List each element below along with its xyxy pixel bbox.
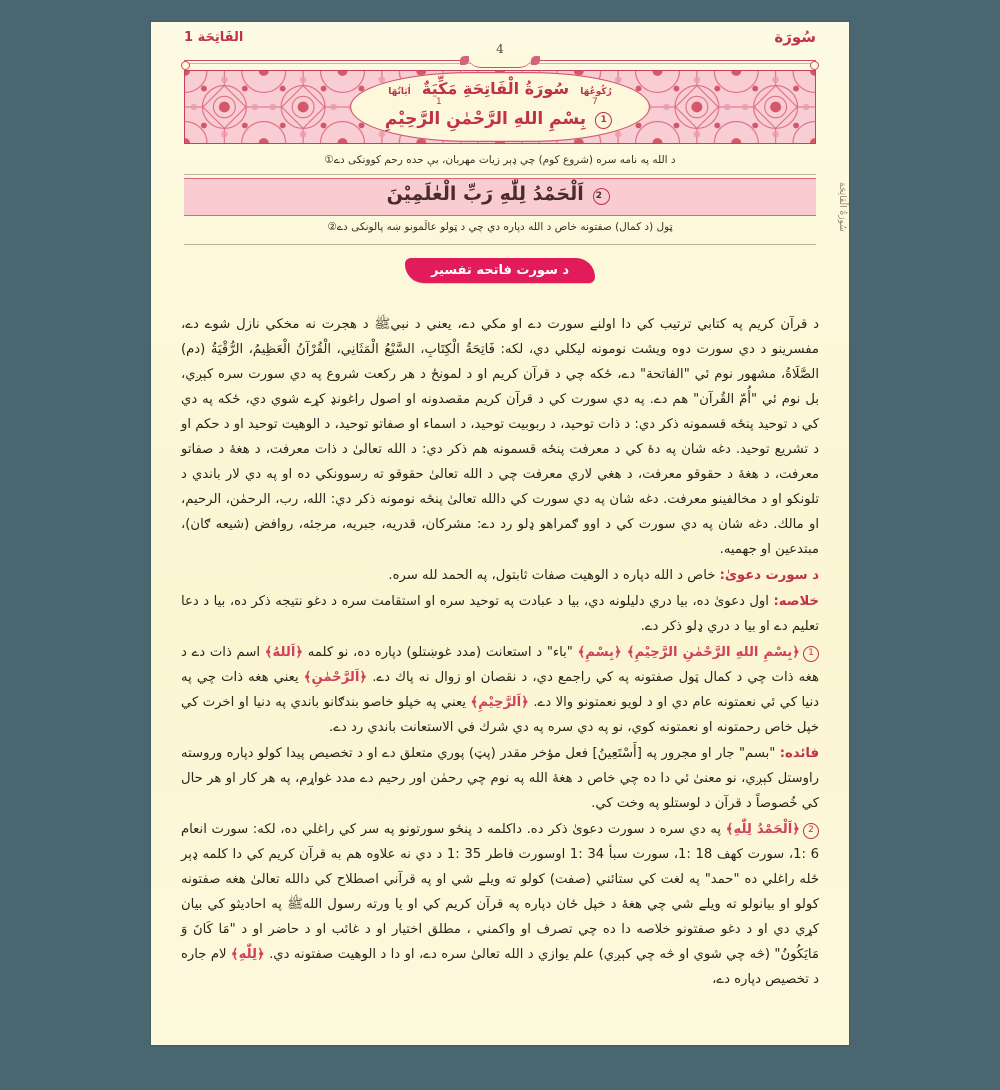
running-head [184,30,816,66]
note1-text-3: يعني هغه ذات چي په دنيا كي ئي نعمتونه عام دي او د لويو نعمتونو والا دے. [181,670,819,710]
summary-text: اول دعوىٰ ده، بيا دري دليلونه دي، بيا د عبادت په توحيد سره او استقامت سره د دغو نتيجه ذكر ده، بيا د دعا تعليم دے او بيا د دري ډلو ذكر دے. [181,594,819,634]
ayah-label: اٰیَاتُهَا [388,87,411,97]
sura-claim-paragraph [181,563,819,588]
note-marker-2: 2 [803,823,819,839]
ruku-count: 1 [436,97,442,107]
bismillah-text: بِسْمِ اللهِ الرَّحْمٰنِ الرَّحِيْمِ [384,109,587,129]
claim-label: د سورت دعوىٰ: [719,568,819,583]
note1-quran-4: ﴿اَلرَّحِيْمِ﴾ [470,695,529,710]
rosette-icon [460,56,469,65]
summary-label: خلاصه: [773,594,819,609]
note1-text: "باء" د استعانت (مدد غوښتلو) دپاره ده، نو كلمه [303,645,578,660]
page-number: 4 [496,42,504,56]
benefit-paragraph [181,741,819,816]
bismillah-line [385,109,615,129]
sura-header-band [184,70,816,144]
ruku-label: رُكُوعُهَا [580,87,612,97]
benefit-label: فائده: [779,746,819,761]
divider [184,174,816,175]
verse-arabic-text: اَلْحَمْدُ لِلّٰهِ رَبِّ الْعٰلَمِيْنَ [386,183,584,205]
margin-sura-label: سُورَةُ الْفَاتِحَة [837,182,847,232]
divider [184,244,816,245]
rosette-icon [531,56,540,65]
tafsir-body [181,312,819,993]
ayah-count: 7 [592,97,598,107]
header-rule-end-left [181,61,190,70]
note-2-paragraph [181,817,819,992]
tafsir-title-badge: د سورت فاتحه تفسير [405,258,595,283]
note1-quran-2: ﴿اَللهُ﴾ [264,645,304,660]
ayah-marker: 2 [593,188,610,205]
note1-text-2: اسم ذات دے د هغه ذات چي د كمال ټول صفتونه په كي راجمع دي، د نقصان او زوال نه پاك دے. [181,645,820,685]
bismillah-translation: د الله په نامه سره (شروع كوم) چي ډېر زيات مهربان، بې حده رحم كوونكى دے① [324,154,676,166]
note-1-paragraph [181,640,819,740]
tafsir-paragraph: د قرآن كريم په كتابي ترتيب كي دا اولنے سورت دے او مكي دے، يعني د نبيﷺ د هجرت نه مخكي نازل شوے دے، مفسرينو د دي سورت دوه ويشت نومونه ليكلي دي، لكه: فَاتِحَةُ الْكِتَابِ، السَّبْعُ الْمَثَانِي، الْقُرْآنُ الْعَظِيمُ، الرُّقْيَةُ (دم) الصَّلَاةُ، مشهور نوم ئي "الفاتحة" دے، ځكه چي د قرآن كريم او د لمونځ د هر ركعت شروع په دي سورت سره كېږي، بل نوم ئي "أُمّ القُرآن" هم دے. په دي سورت كي د قرآن كريم مقصدونه او اصول راغونډ كړے شوي دي، ځكه په دي كي د توحيد پنځه قسمونه ذكر دي: د ذات توحيد، د ربوبيت توحيد، د اسماء او صفاتو توحيد، د الوهيت توحيد او د حكم او د تشريع توحيد. دغه شان په دۀ كي د معرفت پنځه قسمونه هم ذكر دي: د الله تعالىٰ د ذات معرفت، د هغۀ د صفاتو معرفت، د هغۀ د حقوقو معرفت، د هغي لاري معرفت چي د الله تعالىٰ حقوقو ته رسوونكي ده او په دي لار باندي د تلونكو او د مخالفينو معرفت. دغه شان په دي سورت كي دالله تعالىٰ پنځه نومونه ذكر دي: الله، رب، الرحمٰن، الرحيم، او مالك. دغه شان په دي سورت كي د اوو ګمراهو ډلو رد دے: مشركان، قدريه، جبريه، مرجئه، روافض (شيعه ګان)، مبتدعين او جهميه. [181,317,819,557]
note1-quran-3: ﴿اَلرَّحْمٰنِ﴾ [303,670,368,685]
note1-text-4: يعني په خپلو خاصو بندګانو باندي په دنيا او اخرت كي خپل خاص رحمتونه او نعمتونه كوي، نو په دي سره په دي شرك في الاستعانت باندي رد دے. [181,695,819,735]
benefit-text: "بسم" جار او مجرور په [أَسْتَعِينُ] فعل مؤخر مقدر (پټ) پوري متعلق دے او د تخصيص پيدا كولو دپاره وروسته راوستل كېږي، نو معنىٰ ئي دا ده چي خاص د هغۀ الله په نوم چي رحمٰن اور رحيم دے مدد غواړم، په هر كار او هر حال كي خُصوصاً د قرآن د لوستلو په وخت كي. [181,746,819,811]
verse-band [184,178,816,216]
ayah-marker: 1 [595,112,612,129]
claim-text: خاص د الله دپاره د الوهيت صفات ثابتول، په الحمد لله سره. [388,568,720,583]
sura-title-text: سُورَةُ الْفَاتِحَةِ مَكِّيَةٌ [421,79,570,98]
summary-paragraph [181,589,819,639]
note2-text-2: لام جاره د تخصيص دپاره دے، [181,947,819,987]
quran-tafsir-page [151,22,849,1045]
note-marker-1: 1 [803,646,819,662]
note1-quran: ﴿بِسْمِ اللهِ الرَّحْمٰنِ الرَّحِيْمِ﴾ ﴿بِسْمِ﴾ [577,645,800,660]
header-rule-end-right [810,61,819,70]
note2-text: په دي سره د سورت دعوىٰ ذكر ده. داكلمه د پنځو سورتونو په سر كي راغلي ده، لكه: سورت انعام 6 :1، سورت كهف 18 :1، سورت سبأ 34 :1 اوسورت فاطر 35 :1 د دي نه علاوه هم به قرآن كريم كي دا كلمه ډېر ځله راغلي ده "حمد" په لغت كي ستائني (صفت) كولو ته ويلے شي او په قرآني اصطلاح كي دالله تعالىٰ هغه صفتونه كولو او بيانولو ته ويلے شي چي هغۀ د خپل ځان دپاره په قرآن كريم كي او يا ورته رسول اللهﷺ په احاديثو كي بيان كړي دي او د دغو صفتونو خلاصه دا ده چي تصرف او واكمني ، مطلق اختيار او د غائب او د حاضر او د "مَا كَانَ وَ مَايَكُونُ" (څه چي شوي او څه چي كېږي) علم يوازي د الله تعالىٰ سره دے، او دا د الوهيت صفتونه دي. [181,822,819,962]
page-number-arc [467,54,533,68]
verse-arabic [184,183,816,205]
header-sura-name: الفَاتِحَة 1 [184,30,244,45]
note2-quran: ﴿اَلْحَمْدُ لِلّٰهِ﴾ [725,822,800,837]
sura-title [388,79,612,98]
header-sura-label: سُورَة [774,28,816,46]
verse-translation: ټول (د كمال) صفتونه خاص د الله دپاره دي چي د ټولو عالَمونو ښه پالونكى دے② [327,221,673,233]
note2-quran-2: ﴿لِلّٰهِ﴾ [230,947,265,962]
